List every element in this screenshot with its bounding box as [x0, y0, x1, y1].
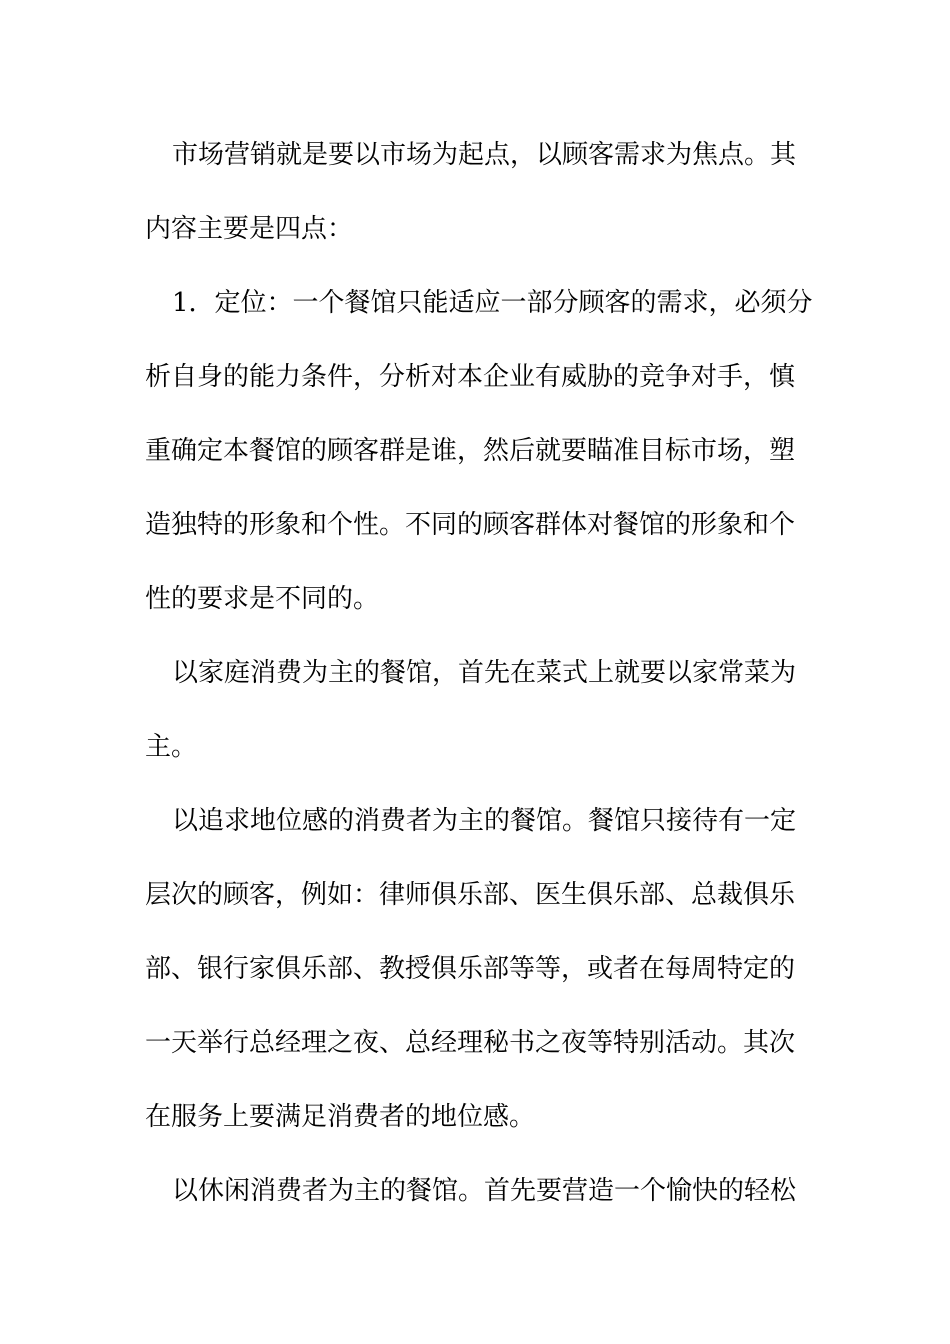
text-line: 内容主要是四点： [145, 214, 354, 244]
text-line: 重确定本餐馆的顾客群是谁，然后就要瞄准目标市场，塑 [145, 436, 796, 466]
text-line: 性的要求是不同的。 [145, 584, 380, 614]
text-line: 在服务上要满足消费者的地位感。 [145, 1102, 536, 1132]
text-line: 层次的顾客，例如：律师俱乐部、医生俱乐部、总裁俱乐 [145, 880, 796, 910]
body-text [145, 118, 813, 1228]
text-line: 以家庭消费为主的餐馆，首先在菜式上就要以家常菜为 [172, 658, 797, 688]
text-line: 以追求地位感的消费者为主的餐馆。餐馆只接待有一定 [172, 806, 797, 836]
text-line: 市场营销就是要以市场为起点，以顾客需求为焦点。其 [172, 140, 797, 170]
text-line: 以休闲消费者为主的餐馆。首先要营造一个愉快的轻松 [172, 1176, 797, 1206]
text-line: 一天举行总经理之夜、总经理秘书之夜等特别活动。其次 [145, 1028, 796, 1058]
text-line: 1．定位：一个餐馆只能适应一部分顾客的需求，必须分 [172, 288, 813, 318]
text-line: 析自身的能力条件，分析对本企业有威胁的竞争对手，慎 [145, 362, 796, 392]
text-line: 部、银行家俱乐部、教授俱乐部等等，或者在每周特定的 [145, 954, 796, 984]
text-line: 造独特的形象和个性。不同的顾客群体对餐馆的形象和个 [145, 510, 796, 540]
text-line: 主。 [145, 732, 198, 762]
